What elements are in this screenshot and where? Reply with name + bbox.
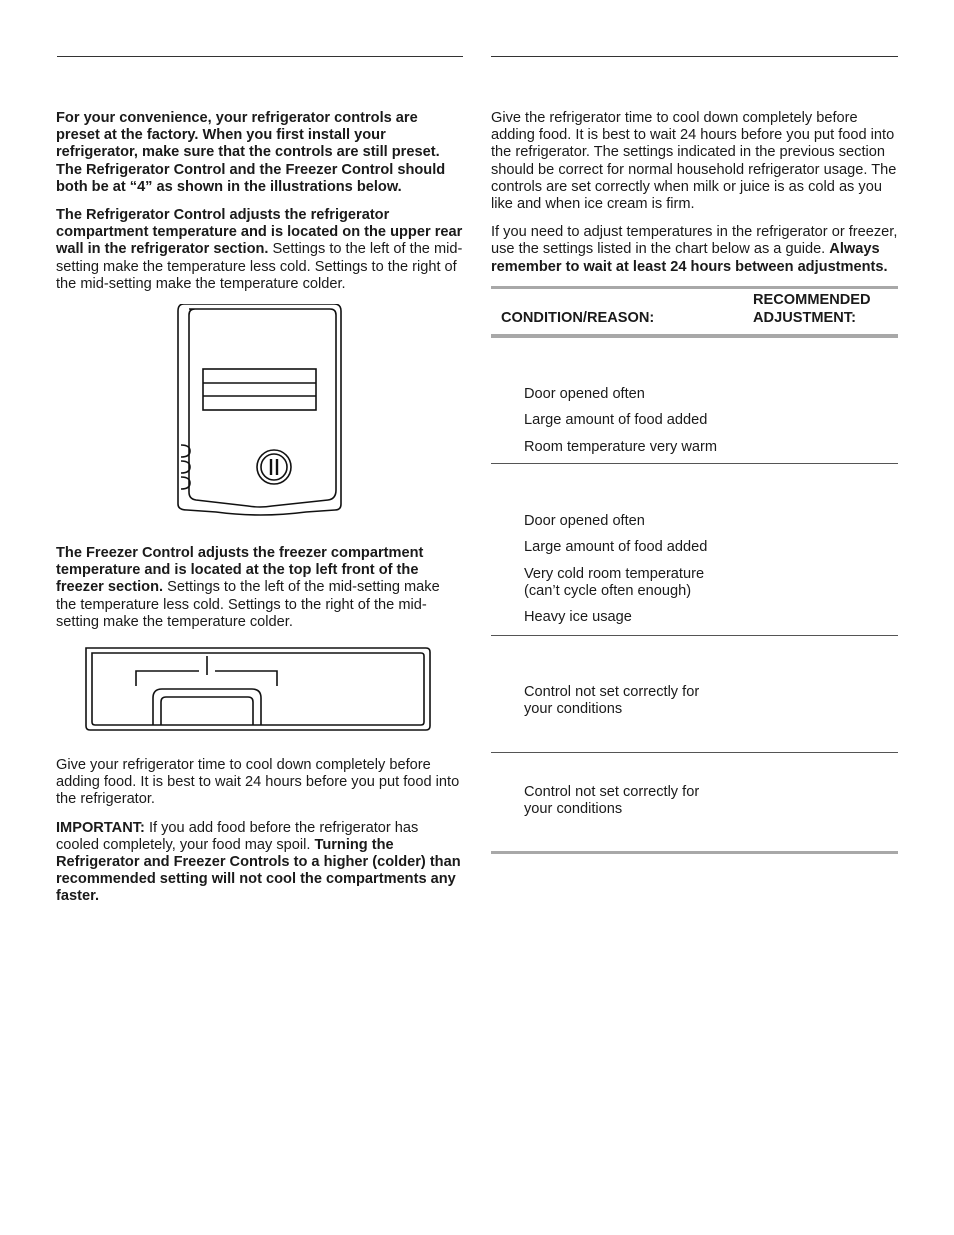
- list-item: Heavy ice usage: [524, 608, 632, 625]
- table-group-2: [491, 464, 898, 636]
- list-item: Control not set correctly for: [524, 683, 700, 700]
- freezer-control-lead: The Freezer Control adjusts the freezer compartment temperature and is located at the top left front of the freezer section.: [56, 545, 424, 596]
- list-item: Control not set correctly for: [524, 783, 700, 800]
- header-rule-left: [57, 56, 463, 57]
- list-item: Large amount of food added: [524, 538, 708, 555]
- refrigerator-control-text: Settings to the left of the mid-setting make the temperature less cold. Settings to the right of the mid-setting make the temperature colder.: [56, 241, 463, 292]
- preset-paragraph: For your convenience, your refrigerator controls are preset at the factory. When you first install your refrigerator, make sure that the controls are still preset. The Refrigerator Control and the Freezer Control should both be at “4” as shown in the illustrations below.: [56, 110, 446, 195]
- list-item: your conditions: [524, 700, 623, 717]
- adjust-guide-text: If you need to adjust temperatures in the refrigerator or freezer, use the settings listed in the chart below as a guide.: [491, 224, 898, 258]
- right-column: [491, 110, 898, 854]
- table-group-4: [491, 753, 898, 854]
- list-item: Door opened often: [524, 512, 645, 529]
- refrigerator-control-lead: The Refrigerator Control adjusts the refrigerator compartment temperature and is located on the upper rear wall in the refrigerator section.: [56, 207, 463, 258]
- list-item: your conditions: [524, 800, 623, 817]
- important-text: If you add food before the refrigerator has cooled completely, your food may spoil.: [56, 819, 419, 853]
- cool-down-paragraph: Give your refrigerator time to cool down completely before adding food. It is best to wait 24 hours before you put food into the refrigerator.: [56, 757, 460, 808]
- important-paragraph: [56, 820, 464, 906]
- adjust-intro-paragraph: Give the refrigerator time to cool down completely before adding food. It is best to wait 24 hours before you put food into the refrigerator. The settings indicated in the previous section should be correct for normal household refrigerator usage. The controls are set correctly when milk or juice is as cold as you like and when ice cream is firm.: [491, 110, 897, 213]
- table-group-1: [491, 338, 898, 464]
- adjustment-header-line2: ADJUSTMENT:: [753, 309, 856, 326]
- freezer-control-text: Settings to the left of the mid-setting make the temperature less cold. Settings to the right of the mid-setting make the temperature colder.: [56, 579, 440, 630]
- refrigerator-control-illustration: [56, 304, 464, 526]
- adjustment-table: [491, 286, 898, 854]
- table-header: [491, 286, 898, 338]
- list-item: Very cold room temperature: [524, 565, 705, 582]
- freezer-control-paragraph: [56, 545, 464, 631]
- adjustment-header: [753, 292, 871, 333]
- important-warning: Turning the Refrigerator and Freezer Controls to a higher (colder) than recommended setting will not cool the compartments any faster.: [56, 836, 461, 905]
- condition-header: CONDITION/REASON:: [501, 309, 655, 326]
- adjustment-header-line1: RECOMMENDED: [753, 292, 871, 309]
- list-item: (can’t cycle often enough): [524, 582, 692, 599]
- adjust-guide-paragraph: [491, 224, 898, 276]
- list-item: Large amount of food added: [524, 411, 708, 428]
- adjust-guide-warning: Always remember to wait at least 24 hours between adjustments.: [491, 241, 888, 275]
- list-item: Room temperature very warm: [524, 438, 718, 455]
- important-label: IMPORTANT:: [56, 819, 145, 836]
- table-group-3: [491, 636, 898, 753]
- left-column: [56, 110, 464, 917]
- freezer-control-illustration: [56, 642, 464, 734]
- header-rule-right: [491, 56, 898, 57]
- refrigerator-control-paragraph: [56, 207, 464, 293]
- list-item: Door opened often: [524, 385, 645, 402]
